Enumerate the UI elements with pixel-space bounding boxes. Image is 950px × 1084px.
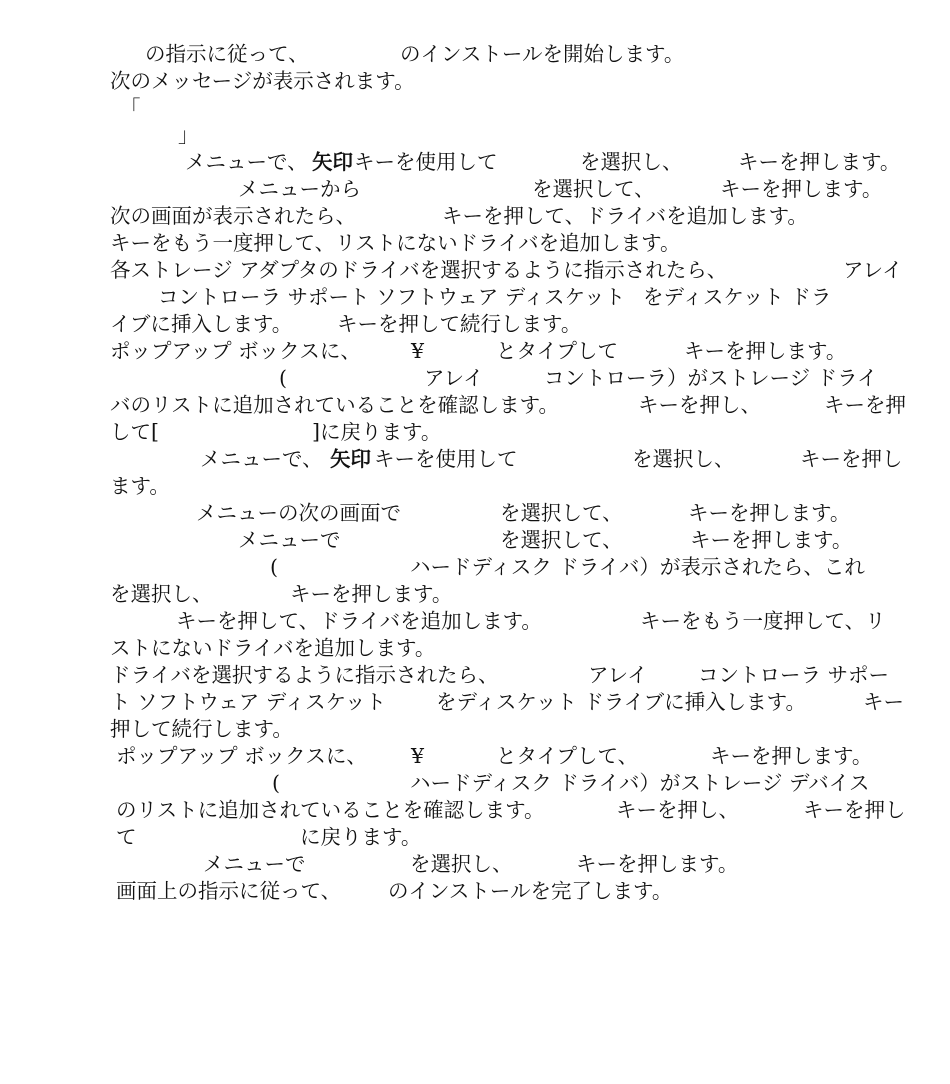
text-segment: バのリストに追加されていることを確認します。 — [110, 393, 559, 417]
text-segment: を選択して、 — [532, 177, 655, 201]
text-segment: を選択し、 — [580, 150, 683, 174]
text-segment: 「 — [120, 96, 141, 120]
text-segment: ( — [272, 771, 280, 795]
text-segment: キーをもう一度押して、リ — [640, 609, 886, 633]
text-segment: メニューで、 — [200, 447, 323, 471]
text-segment: 次のメッセージが表示されます。 — [110, 69, 415, 93]
text-segment: ハードディスク ドライバ）がストレージ デバイス — [410, 771, 870, 795]
text-segment: キーを押 — [824, 393, 906, 417]
text-segment — [330, 446, 371, 472]
text-segment: キーを押し、 — [616, 798, 739, 822]
text-segment: を選択して、 — [500, 528, 623, 552]
text-segment: コントローラ サポート ソフトウェア ディスケット — [158, 285, 626, 309]
text-segment: を選択し、 — [410, 852, 513, 876]
text-segment: キーを押して、ドライバを追加します。 — [176, 609, 542, 633]
text-segment: キーを押します。 — [684, 339, 847, 363]
text-segment: ポップアップ ボックスに、 — [116, 744, 367, 768]
text-segment: キーを押します。 — [576, 852, 739, 876]
text-segment: を選択し、 — [110, 582, 213, 606]
text-segment: ¥ — [411, 744, 425, 768]
text-segment: キーを押します。 — [720, 177, 883, 201]
text-segment: とタイプして — [496, 339, 618, 363]
text-segment: アレイ — [588, 663, 648, 687]
text-segment: キーを押します。 — [738, 150, 901, 174]
text-segment: キーを使用して — [374, 447, 518, 471]
text-segment: ドライバを選択するように指示されたら、 — [110, 663, 499, 687]
text-segment: ( — [279, 366, 287, 390]
text-segment: の指示に従って、 — [145, 42, 309, 66]
text-segment: キーを使用して — [354, 150, 498, 174]
text-segment: ポップアップ ボックスに、 — [110, 339, 361, 363]
text-segment: コントローラ）がストレージ ドライ — [544, 366, 878, 390]
text-segment: メニューから — [238, 177, 361, 201]
text-segment: キーを押し — [803, 798, 906, 822]
text-segment: ハードディスク ドライバ）が表示されたら、これ — [410, 555, 865, 579]
text-segment: ます。 — [110, 474, 170, 498]
text-segment: キーを押して、ドライバを追加します。 — [442, 204, 808, 228]
text-segment: アレイ — [424, 366, 484, 390]
text-segment: のインストールを開始します。 — [400, 42, 685, 66]
text-segment: して[ — [110, 420, 159, 444]
text-segment: 次の画面が表示されたら、 — [110, 204, 356, 228]
text-segment: のインストールを完了します。 — [388, 879, 673, 903]
text-segment: 」 — [178, 123, 199, 147]
text-segment: キーを押します。 — [710, 744, 873, 768]
text-segment: に戻ります。 — [300, 825, 422, 849]
text-segment: 画面上の指示に従って、 — [116, 879, 342, 903]
bold-term: 矢印 — [312, 150, 353, 174]
text-segment: メニューの次の画面で — [196, 501, 401, 525]
text-segment: を選択して、 — [500, 501, 623, 525]
text-segment: 押して続行します。 — [110, 717, 293, 741]
bold-term: 矢印 — [330, 447, 371, 471]
text-segment: キーを押し、 — [638, 393, 761, 417]
text-segment: キーを押します。 — [688, 501, 851, 525]
text-segment: て — [116, 825, 137, 849]
text-segment: キーを押します。 — [690, 528, 853, 552]
text-segment: を選択し、 — [632, 447, 735, 471]
text-segment: キーを押して続行します。 — [337, 312, 582, 336]
text-segment: ]に戻ります。 — [312, 420, 442, 444]
text-segment: をディスケット ドラ — [643, 285, 832, 309]
text-segment: コントローラ サポー — [698, 663, 890, 687]
text-segment: をディスケット ドライブに挿入します。 — [436, 690, 806, 714]
text-segment: とタイプして、 — [496, 744, 639, 768]
text-segment: ストにないドライバを追加します。 — [110, 636, 436, 660]
text-segment: キーを押します。 — [290, 582, 453, 606]
text-segment: メニューで、 — [185, 150, 308, 174]
text-segment: メニューで — [203, 852, 306, 876]
text-segment: キーをもう一度押して、リストにないドライバを追加します。 — [110, 231, 681, 255]
text-segment: のリストに追加されていることを確認します。 — [116, 798, 545, 822]
text-segment: メニューで — [238, 528, 341, 552]
text-segment: キー — [863, 690, 904, 714]
text-segment: ( — [270, 555, 278, 579]
text-segment: ト ソフトウェア ディスケット — [110, 690, 387, 714]
text-segment: 各ストレージ アダプタのドライバを選択するように指示されたら、 — [110, 258, 728, 282]
text-segment: キーを押し — [800, 447, 903, 471]
text-segment: アレイ — [843, 258, 903, 282]
text-segment — [312, 149, 353, 175]
text-segment: イブに挿入します。 — [110, 312, 293, 336]
text-segment: ¥ — [411, 339, 425, 363]
